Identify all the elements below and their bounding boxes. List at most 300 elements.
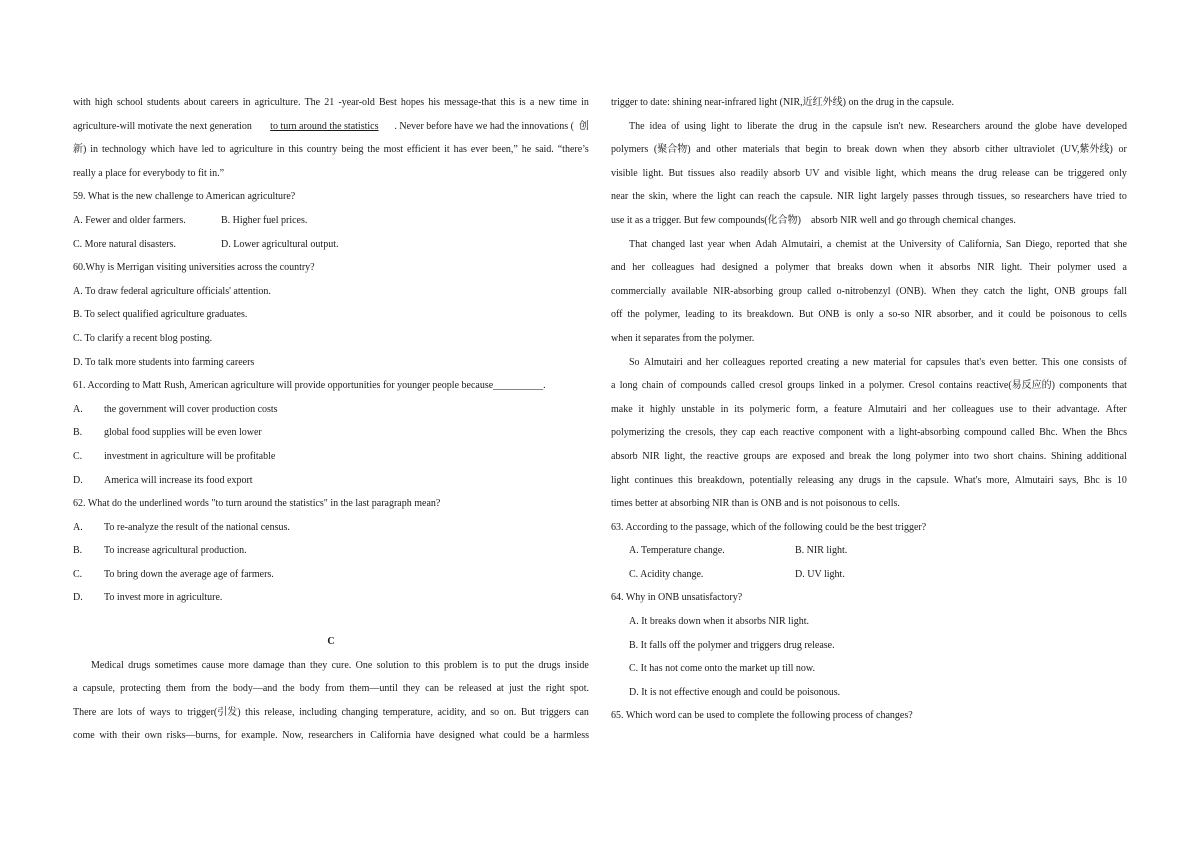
- word: reported: [1056, 238, 1090, 250]
- word: chains.: [1018, 450, 1047, 462]
- option-letter: D.: [73, 474, 83, 486]
- question-59: 59. What is the new challenge to American agriculture?: [73, 191, 296, 203]
- paragraph-line: [73, 657, 589, 681]
- word: potentially: [749, 474, 793, 486]
- paragraph-line: [611, 401, 1127, 425]
- word: light: [717, 191, 736, 203]
- word: feature: [834, 403, 862, 415]
- word: releasing: [797, 474, 834, 486]
- word: to: [719, 309, 728, 321]
- options-row: [73, 236, 589, 260]
- word: of: [667, 380, 677, 392]
- word: is: [481, 659, 489, 671]
- paragraph-line: [611, 118, 1127, 142]
- paragraph-line: [73, 94, 589, 118]
- word: and: [687, 356, 702, 368]
- underlined-phrase: to turn around the statistics: [270, 120, 379, 132]
- word: when: [902, 144, 925, 156]
- word: ONB: [818, 309, 840, 321]
- word: Shining: [1050, 450, 1083, 462]
- word: Medical: [91, 659, 124, 671]
- word: with: [99, 730, 118, 742]
- option-letter: C.: [73, 450, 83, 462]
- word: globe: [1034, 120, 1058, 132]
- word: when: [899, 262, 921, 274]
- option-a: [73, 519, 589, 543]
- option-c: [73, 566, 589, 590]
- word: cresols,: [685, 427, 716, 439]
- option-c: C. It has not come onto the market up till now.: [629, 663, 815, 675]
- word: to: [413, 659, 421, 671]
- option-a: A. To draw federal agriculture officials' attention.: [73, 285, 271, 297]
- word: the: [700, 191, 714, 203]
- paragraph-line: [611, 283, 1127, 307]
- word: cells: [1108, 309, 1127, 321]
- paragraph-line: [611, 141, 1127, 165]
- word: been,”: [492, 144, 518, 156]
- word: a: [1122, 262, 1127, 274]
- word: a: [860, 380, 865, 392]
- word: students: [147, 97, 180, 108]
- word: polymer: [1057, 262, 1091, 274]
- word: new: [538, 97, 556, 108]
- word: so-so: [888, 309, 910, 321]
- word: polymers: [611, 144, 649, 156]
- word: she: [1113, 238, 1127, 250]
- word: reported: [769, 356, 803, 368]
- right-column: [611, 94, 1127, 731]
- word: to: [217, 144, 226, 156]
- word: absorb: [611, 450, 638, 462]
- paragraph-line: [611, 259, 1127, 283]
- option-b: [73, 424, 589, 448]
- word: capsule.: [800, 191, 833, 203]
- word: a: [529, 97, 535, 108]
- word: Bhc: [1083, 474, 1100, 486]
- word: the: [689, 450, 703, 462]
- word: polymerizing: [611, 427, 665, 439]
- word: developed: [1085, 120, 1127, 132]
- paragraph-line: [611, 448, 1127, 472]
- question-60: 60.Why is Merrigan visiting universities across the country?: [73, 262, 315, 274]
- word: new: [852, 356, 869, 368]
- word: into: [953, 450, 969, 462]
- word: trigger(引发): [187, 706, 241, 718]
- word: drug: [799, 120, 818, 132]
- word: it: [997, 309, 1004, 321]
- word: be: [444, 683, 454, 695]
- word: could: [503, 730, 526, 742]
- spacer: [73, 613, 589, 633]
- word: used: [1097, 262, 1116, 274]
- option-c: C. More natural disasters.: [73, 238, 177, 250]
- word: 21: [324, 97, 335, 108]
- word: led: [201, 144, 214, 156]
- word: acidity,: [437, 706, 467, 718]
- word: light,: [875, 167, 897, 179]
- word: to: [492, 659, 501, 671]
- word: at: [496, 683, 504, 695]
- word: continues: [634, 474, 673, 486]
- word: available: [671, 285, 708, 297]
- paragraph-line: [73, 680, 589, 704]
- word: its: [732, 309, 742, 321]
- word: body—and: [232, 683, 278, 695]
- word: this: [288, 144, 303, 156]
- option-b: B. To select qualified agriculture graduates.: [73, 309, 248, 321]
- option-b: [73, 542, 589, 566]
- option-letter: A.: [73, 403, 83, 415]
- question-62: 62. What do the underlined words "to turn around the statistics" in the last paragraph mean?: [73, 498, 441, 510]
- word: the: [783, 191, 796, 203]
- word: When: [931, 285, 956, 297]
- word: them—until: [349, 683, 398, 695]
- word: and: [978, 309, 993, 321]
- word: in: [581, 97, 589, 108]
- word: passes: [912, 191, 939, 203]
- word: the: [898, 474, 912, 486]
- word: message-that: [444, 97, 497, 108]
- word: this: [245, 706, 260, 718]
- question-65: 65. Which word can be used to complete the following process of changes?: [611, 710, 913, 722]
- word: cure.: [331, 659, 352, 671]
- options-row: [611, 566, 1127, 590]
- paragraph-line-underlined: [73, 118, 589, 142]
- word: ever: [470, 144, 489, 156]
- option-d: D. To talk more students into farming careers: [73, 356, 255, 368]
- word: a: [878, 309, 884, 321]
- word: more,: [986, 474, 1010, 486]
- word: than: [288, 659, 306, 671]
- word: -year-old: [338, 97, 375, 108]
- option-c: C. To clarify a recent blog posting.: [73, 332, 213, 344]
- word: a: [889, 427, 895, 439]
- word: have: [415, 730, 435, 742]
- paragraph-line: [73, 727, 589, 751]
- word: can: [739, 191, 754, 203]
- word: the: [528, 683, 541, 695]
- option-a: [73, 401, 589, 425]
- word: be: [530, 730, 540, 742]
- word: they: [930, 144, 948, 156]
- word: come: [73, 730, 95, 742]
- word: Diego,: [1025, 238, 1053, 250]
- word: down: [870, 262, 893, 274]
- word: ONB: [1054, 285, 1076, 297]
- word: of: [945, 238, 955, 250]
- word: the: [367, 144, 380, 156]
- word: are: [100, 706, 114, 718]
- word: designed: [439, 730, 475, 742]
- word: components: [1059, 380, 1108, 392]
- word: changing: [341, 706, 379, 718]
- word: University: [899, 238, 942, 250]
- word: a: [823, 403, 829, 415]
- word: light,: [1028, 285, 1049, 297]
- word: largely: [880, 191, 909, 203]
- word: called: [807, 285, 832, 297]
- option-d: [73, 589, 589, 613]
- word: One: [355, 659, 373, 671]
- word: component: [818, 427, 864, 439]
- word: Almutairi: [867, 403, 907, 415]
- option-letter: B.: [73, 545, 83, 557]
- word: a: [544, 730, 549, 742]
- word: most: [383, 144, 404, 156]
- word: a: [843, 356, 848, 368]
- paragraph-line: [611, 188, 1127, 212]
- word: this: [425, 659, 440, 671]
- option-c: C. Acidity change.: [629, 568, 704, 580]
- word: After: [1105, 403, 1127, 415]
- word: at: [871, 238, 879, 250]
- option-letter: C.: [73, 568, 83, 580]
- option-b: B. NIR light.: [795, 545, 848, 557]
- word: problem: [444, 659, 478, 671]
- word: researchers: [308, 730, 354, 742]
- options-row: [73, 212, 589, 236]
- word: even: [989, 356, 1009, 368]
- word: NIR: [977, 262, 995, 274]
- word: begin: [805, 144, 828, 156]
- word: so: [1011, 191, 1021, 203]
- paragraph-line: [611, 354, 1127, 378]
- word: catch: [983, 285, 1005, 297]
- word: form,: [796, 403, 818, 415]
- word: from: [190, 683, 211, 695]
- word: breakdown,: [697, 474, 745, 486]
- word: only: [1109, 167, 1127, 179]
- word: creating: [807, 356, 840, 368]
- word: it: [444, 144, 450, 156]
- word: lots: [117, 706, 133, 718]
- word: “there’s: [557, 144, 589, 156]
- option-b: B. Higher fuel prices.: [221, 214, 308, 226]
- word: and: [611, 262, 626, 274]
- word: is: [1105, 474, 1112, 486]
- word: country: [306, 144, 338, 156]
- word: that: [1111, 380, 1127, 392]
- word: reactive(易反应的): [976, 380, 1055, 392]
- word: he: [521, 144, 532, 156]
- word: of: [136, 706, 146, 718]
- word: Best: [378, 97, 397, 108]
- word: California,: [958, 238, 1002, 250]
- word: two: [973, 450, 989, 462]
- word: it: [638, 403, 645, 415]
- word: cither: [985, 144, 1009, 156]
- word: harmless: [553, 730, 589, 742]
- option-text: America will increase its food export: [104, 474, 253, 486]
- word: own: [144, 730, 162, 742]
- option-text: global food supplies will be even lower: [104, 427, 262, 439]
- word: But: [520, 706, 536, 718]
- word: polymer,: [644, 309, 681, 321]
- word: readily: [740, 167, 769, 179]
- word: tissues: [687, 167, 715, 179]
- paragraph-line: really a place for everybody to fit in.”: [73, 167, 225, 179]
- word: in: [720, 403, 729, 415]
- word: absorb: [773, 167, 801, 179]
- word: 10: [1116, 474, 1127, 486]
- paragraph-line: [73, 704, 589, 728]
- word: her: [932, 403, 946, 415]
- word: Now,: [282, 730, 304, 742]
- word: have: [1073, 191, 1093, 203]
- option-b: B. It falls off the polymer and triggers drug release.: [629, 639, 835, 651]
- word: polymer: [915, 450, 949, 462]
- option-text: To increase agricultural production.: [104, 545, 247, 557]
- word: skin,: [648, 191, 669, 203]
- word: one: [1063, 356, 1079, 368]
- word: from: [324, 683, 345, 695]
- word: on.: [503, 706, 517, 718]
- option-text: the government will cover production costs: [104, 403, 278, 415]
- options-row: [611, 542, 1127, 566]
- word: short: [993, 450, 1014, 462]
- word: can: [425, 683, 440, 695]
- word: colleagues: [651, 262, 694, 274]
- word: colleagues: [951, 403, 994, 415]
- word: in: [357, 730, 366, 742]
- word: leading: [685, 309, 715, 321]
- word: drugs: [858, 474, 881, 486]
- word: called: [730, 380, 755, 392]
- word: poisonous: [1050, 309, 1091, 321]
- word: reach: [757, 191, 780, 203]
- line-content: [73, 118, 589, 142]
- paragraph-line: [611, 472, 1127, 496]
- word: hopes: [400, 97, 425, 108]
- word: tried: [1096, 191, 1115, 203]
- word: off: [611, 309, 623, 321]
- word: says,: [1058, 474, 1079, 486]
- word: or: [1118, 144, 1127, 156]
- word: spot.: [569, 683, 589, 695]
- word: a: [764, 262, 769, 274]
- word: the: [627, 309, 640, 321]
- word: which: [150, 144, 175, 156]
- word: be: [1035, 309, 1046, 321]
- word: in: [276, 144, 285, 156]
- word: Bhcs: [1107, 427, 1127, 439]
- word: with: [73, 97, 91, 108]
- word: Adah: [755, 238, 777, 250]
- word: researchers: [1024, 191, 1070, 203]
- word: using: [684, 120, 707, 132]
- word: polymeric: [749, 403, 791, 415]
- word: that: [815, 262, 831, 274]
- word: drugs: [538, 659, 561, 671]
- word: and: [829, 450, 845, 462]
- word: ways: [149, 706, 171, 718]
- option-a: A. Fewer and older farmers.: [73, 214, 186, 226]
- word: around: [985, 120, 1013, 132]
- word: any: [838, 474, 854, 486]
- word: right: [545, 683, 565, 695]
- word: (ONB).: [895, 285, 927, 297]
- word: breaks: [837, 262, 864, 274]
- word: only: [856, 309, 874, 321]
- word: careers: [210, 97, 239, 108]
- option-text: To invest more in agriculture.: [104, 592, 223, 604]
- paragraph-line: times better at absorbing NIR than is ONB and is not poisonous to cells.: [611, 498, 900, 510]
- word: her: [705, 356, 719, 368]
- option-letter: B.: [73, 427, 83, 439]
- paragraph-line: [611, 306, 1127, 330]
- word: NIR: [914, 309, 932, 321]
- word: light: [858, 191, 877, 203]
- word: solution: [376, 659, 409, 671]
- word: But: [668, 167, 683, 179]
- word: triggers: [539, 706, 571, 718]
- option-d: D. UV light.: [795, 568, 845, 580]
- word: about: [183, 97, 207, 108]
- word: this: [678, 474, 693, 486]
- word: body: [299, 683, 320, 695]
- word: additional: [1086, 450, 1127, 462]
- word: groups: [1080, 285, 1109, 297]
- word: to: [734, 120, 743, 132]
- word: light: [710, 120, 730, 132]
- word: year: [707, 238, 725, 250]
- word: compound: [964, 427, 1007, 439]
- word: light.: [642, 167, 664, 179]
- question-64: 64. Why in ONB unsatisfactory?: [611, 592, 743, 604]
- word: liberate: [746, 120, 777, 132]
- word: to: [1018, 403, 1027, 415]
- word: chemist: [835, 238, 867, 250]
- word: has: [453, 144, 467, 156]
- word: polymer.: [869, 380, 905, 392]
- word: material: [873, 356, 906, 368]
- word: other: [716, 144, 737, 156]
- word: high: [94, 97, 113, 108]
- word: said.: [535, 144, 554, 156]
- word: break: [846, 144, 870, 156]
- option-a: A. It breaks down when it absorbs NIR light.: [629, 616, 809, 628]
- word: changed: [651, 238, 685, 250]
- word: better.: [1012, 356, 1038, 368]
- word: the: [875, 450, 889, 462]
- word: that: [784, 144, 800, 156]
- word: they: [961, 285, 979, 297]
- word: the: [1090, 427, 1103, 439]
- word: and: [696, 144, 711, 156]
- word: that's: [964, 356, 986, 368]
- word: of: [1118, 356, 1127, 368]
- word: they: [720, 427, 738, 439]
- question-61: 61. According to Matt Rush, American agriculture will provide opportunities for younger people because__________.: [73, 380, 546, 392]
- word: (UV,紫外线): [1060, 144, 1113, 156]
- paragraph-line: [73, 141, 589, 165]
- word: their: [121, 730, 141, 742]
- word: unstable: [681, 403, 715, 415]
- word: The: [629, 120, 645, 132]
- word: agriculture: [229, 144, 273, 156]
- option-letter: A.: [73, 521, 83, 533]
- section-heading-c: C: [327, 636, 335, 648]
- paragraph-line: [611, 165, 1127, 189]
- word: capsules: [926, 356, 961, 368]
- word: what: [479, 730, 499, 742]
- word: designed: [721, 262, 758, 274]
- word: absorber,: [936, 309, 974, 321]
- word: in: [886, 474, 894, 486]
- word: California: [370, 730, 411, 742]
- word: the: [668, 427, 681, 439]
- word: light,: [664, 450, 686, 462]
